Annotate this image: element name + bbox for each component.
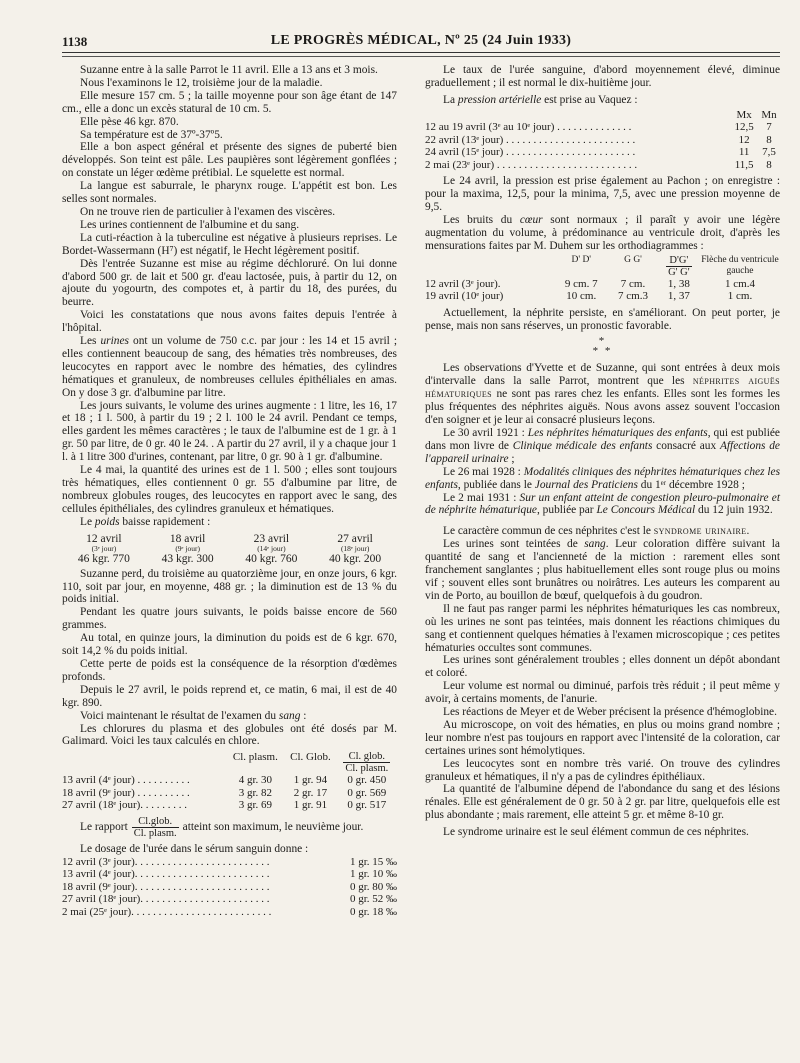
weight-cell: 23 avril (14ᵉ jour) 40 kgr. 760: [245, 532, 298, 565]
col-header: Cl. Glob.: [290, 751, 331, 764]
paragraph: Pendant les quatre jours suivants, le poids baisse encore de 560 grammes.: [62, 606, 397, 632]
page-header: [62, 32, 780, 54]
paragraph: Le 24 avril, la pression est prise également au Pachon ; on enregistre : pour la maxima, 12,5, pour la minima, 7,5, avec une pression moyenne de 9,5.: [425, 175, 780, 214]
page-number: 1138: [62, 34, 88, 49]
paragraph: Le 2 mai 1931 : Sur un enfant atteint de congestion pleuro-pulmonaire et de néphrite hématurique, publiée par Le Concours Médical du 12 juin 1932.: [425, 491, 780, 517]
paragraph: La langue est saburrale, le pharynx rouge. L'appétit est bon. Les selles sont normales.: [62, 180, 397, 206]
paragraph: Les urines contiennent de l'albumine et du sang.: [80, 218, 300, 231]
ratio-sentence: Le rapport $\frac{\text{Cl.glob.}}{\text{Cl. plasm.}}$ atteint son maximum, le neuvième jour.: [80, 815, 364, 839]
table-row: 27 avril (18ᵉ jour). . . . . . . . . . . . . . . . . . . . . . . . 0 gr. 52 ‰: [62, 893, 397, 906]
paragraph: Leur volume est normal ou diminué, parfois très réduit ; il peut même y avoir, à certains moments, de l'anurie.: [425, 680, 780, 706]
paragraph: Cette perte de poids est la conséquence de la résorption d'œdèmes profonds.: [62, 657, 397, 683]
paragraph: Les réactions de Meyer et de Weber précisent la présence d'hémoglobine.: [443, 706, 777, 719]
table-row: 27 avril (18ᵉ jour). . . . . . . . . 3 gr. 69 1 gr. 91 0 gr. 517: [62, 799, 387, 812]
paragraph: Actuellement, la néphrite persiste, en s'améliorant. On peut porter, je pense, mais non sans réserves, un pronostic favorable.: [425, 306, 780, 332]
weight-cell: 18 avril (9ᵉ jour) 43 kgr. 300: [161, 532, 214, 565]
header-rule: [62, 52, 780, 53]
paragraph: Au microscope, on voit des hématies, en plus ou moins grand nombre ; leur nombre n'est pas toujours en rapport avec l'intensité de la coloration, car certaines urines sont hémolytiques.: [425, 718, 780, 757]
paragraph: La cuti-réaction à la tuberculine est négative à plusieurs reprises. Le Bordet-Wassermann (H⁷) est négatif, le Hecht légèrement positif.: [62, 231, 397, 257]
paragraph: Le caractère commun de ces néphrites c'est le syndrome urinaire.: [443, 525, 750, 538]
paragraph: Les urines sont teintées de sang. Leur coloration diffère suivant la quantité de sang et l'ancienneté de la miction : rarement elles sont franchement sanglantes ; plus habituellement elles sont rouge plus ou moins vif ; souvent elles sont brunâtres ou noirâtres. Les auteurs les comparent au vin de Porto, au bouillon de bœuf, quelquefois à du goudron.: [425, 538, 780, 602]
paragraph: Le 26 mai 1928 : Modalités cliniques des néphrites hématuriques chez les enfants, publiée dans le Journal des Praticiens du 1ᵉʳ décembre 1928 ;: [425, 465, 781, 491]
paragraph: Elle a bon aspect général et présente des signes de puberté bien développés. Son teint est pâle. Les paupières sont légèrement gonflées ; on constate un léger œdème prétibial. Le squelette est normal.: [62, 141, 397, 180]
col-header: Mn: [761, 108, 777, 121]
table-row: 18 avril (9ᵉ jour). . . . . . . . . . . . . . . . . . . . . . . . . 0 gr. 80 ‰: [62, 880, 397, 893]
paragraph: Les jours suivants, le volume des urines augmente : 1 litre, les 16, 17 et 18 ; 1 l. 500, à partir du 19 ; 2 l. 100 le 24 avril. Pendant ce temps, elles gardent les mêmes caractères ; le taux de l'albumine est de 1 gr. à 1 gr. 50 par litre, de 0 gr. 40 le 24. . A partir du 27 avril, il y a chaque jour 1 l. à 1 litre 300 d'urines, contenant, par litre, 0 gr. 90 à 1 gr. d'albumine.: [62, 399, 397, 464]
paragraph: Sa température est de 37º-37º5.: [80, 128, 223, 141]
chloride-table: [62, 751, 397, 812]
table-row: 18 avril (9ᵉ jour) . . . . . . . . . . 3 gr. 82 2 gr. 17 0 gr. 569: [62, 786, 387, 799]
left-column: [62, 64, 397, 918]
paragraph: Les urines sont généralement troubles ; elles donnent un dépôt abondant et coloré.: [425, 654, 780, 680]
table-row: 12 avril (3ᵉ jour). 9 cm. 7 7 cm. 1, 38 1 cm.4: [425, 277, 755, 290]
paragraph: Suzanne perd, du troisième au quatorzième jour, en onze jours, 6 kgr. 110, soit par jour, en moyenne, 488 gr. ; la diminution est de 13 % du poids initial.: [62, 567, 397, 606]
col-header: Cl. plasm.: [232, 751, 278, 764]
col-header: Flèche du ventricule gauche: [701, 254, 779, 276]
pressure-table: [425, 109, 780, 172]
paragraph: Au total, en quinze jours, la diminution du poids est de 6 kgr. 670, soit 14,2 % du poids initial.: [62, 632, 397, 658]
paragraph: Le poids baisse rapidement :: [80, 515, 211, 528]
paragraph: Il ne faut pas ranger parmi les néphrites hématuriques les cas nombreux, où les urines ne sont pas teintées, mais donnent les réactions chimiques du sang et contiennent quelques hématies à l'examen microscopique ; ces petites hématuries occultes sont communes.: [425, 602, 780, 654]
table-row: 12 avril (3ᵉ jour). . . . . . . . . . . . . . . . . . . . . . . . . 1 gr. 15 ‰: [62, 855, 397, 868]
col-header: D' D': [571, 254, 592, 265]
table-row: 12 au 19 avril (3ᵉ au 10ᵉ jour) . . . . . . . . . . . . . . 12,5 7: [425, 121, 772, 134]
section-separator: * * *: [592, 335, 613, 358]
paragraph: On ne trouve rien de particulier à l'examen des viscères.: [80, 205, 336, 218]
table-row: 13 avril (4ᵉ jour) . . . . . . . . . . 4 gr. 30 1 gr. 94 0 gr. 450: [62, 774, 387, 787]
urea-table: [62, 856, 397, 919]
running-title: LE PROGRÈS MÉDICAL, Nº 25 (24 Juin 1933): [270, 33, 572, 48]
col-header-fraction: $\frac{\text{Cl. glob.}}{\text{Cl. plasm.}}$: [345, 751, 389, 775]
col-header-fraction: $\frac{D'G'}{G' G'}$: [668, 254, 690, 278]
paragraph: Voici maintenant le résultat de l'examen du sang :: [80, 709, 307, 722]
paragraph: La pression artérielle est prise au Vaquez :: [443, 93, 638, 106]
table-row: 24 avril (15ᵉ jour) . . . . . . . . . . . . . . . . . . . . . . . . 11 7,5: [425, 146, 776, 159]
paragraph: Depuis le 27 avril, le poids reprend et, ce matin, 6 mai, il est de 40 kgr. 890.: [62, 683, 397, 709]
table-row: 2 mai (25ᵉ jour). . . . . . . . . . . . . . . . . . . . . . . . . . 0 gr. 18 ‰: [62, 905, 397, 918]
paragraph: Les urines ont un volume de 750 c.c. par jour : les 14 et 15 avril ; elles contiennent beaucoup de sang, des hématies très nombreuses, des leucocytes en rapport avec le nombre des hématies, des cylindres hématiques et granuleux, de nombreuses cellules épithéliales en amas. On y dose 3 gr. d'albumine par litre.: [62, 335, 397, 399]
paragraph: Le 30 avril 1921 : Les néphrites hématuriques des enfants, qui est publiée dans mon livre de Clinique médicale des enfants consacré aux Affections de l'appareil urinaire ;: [425, 427, 780, 465]
paragraph: Les observations d'Yvette et de Suzanne, qui sont entrées à deux mois d'intervalle dans la salle Parrot, montrent que les néphrites aiguës hématuriques ne sont pas rares chez les enfants. Elles sont les formes les plus fréquentes des néphrites aiguës. Nous avons assez souvent l'occasion d'en soigner et je leur ai consacré plusieurs leçons.: [425, 362, 780, 427]
table-row: 2 mai (23ᵉ jour) . . . . . . . . . . . . . . . . . . . . . . . . . . 11,5 8: [425, 158, 772, 171]
weight-cell: 12 avril (3ᵉ jour) 46 kgr. 770: [77, 532, 130, 565]
table-row: 19 avril (10ᵉ jour) 10 cm. 7 cm.3 1, 37 1 cm.: [425, 290, 753, 303]
paragraph: Elle pèse 46 kgr. 870.: [80, 115, 179, 128]
paragraph: Elle mesure 157 cm. 5 ; la taille moyenne pour son âge étant de 147 cm., elle a donc un excès statural de 10 cm. 5.: [62, 89, 397, 115]
paragraph: Voici les constatations que nous avons faites depuis l'entrée à l'hôpital.: [62, 309, 397, 335]
weight-table: [62, 533, 397, 566]
paragraph: Suzanne entre à la salle Parrot le 11 avril. Elle a 13 ans et 3 mois.: [80, 64, 378, 76]
paragraph: Les leucocytes sont en nombre très varié. On trouve des cylindres granuleux et hématiques, il n'y a pas de cylindres épithéliaux.: [425, 757, 780, 783]
orthodiagram-table: [425, 255, 780, 303]
table-row: 13 avril (4ᵉ jour). . . . . . . . . . . . . . . . . . . . . . . . . 1 gr. 10 ‰: [62, 868, 397, 881]
paragraph: Les bruits du cœur sont normaux ; il paraît y avoir une légère augmentation du volume, à prédominance au ventricule droit, d'après les mensurations faites par M. Duhem sur les orthodiagrammes :: [425, 213, 780, 252]
right-column: [425, 64, 780, 839]
paragraph: Nous l'examinons le 12, troisième jour de la maladie.: [80, 76, 323, 89]
paragraph: Le syndrome urinaire est le seul élément commun de ces néphrites.: [443, 826, 749, 839]
table-row: 22 avril (13ᵉ jour) . . . . . . . . . . . . . . . . . . . . . . . . 12 8: [425, 133, 772, 146]
weight-cell: 27 avril (18ᵉ jour) 40 kgr. 200: [329, 532, 382, 565]
col-header: Mx: [736, 108, 752, 121]
col-header: G G': [624, 254, 642, 265]
paragraph: Les chlorures du plasma et des globules ont été dosés par M. Galimard. Voici les taux calculés en chlore.: [62, 722, 397, 748]
paragraph: Le dosage de l'urée dans le sérum sanguin donne :: [80, 842, 309, 855]
paragraph: Le 4 mai, la quantité des urines est de 1 l. 500 ; elles sont toujours très hématiques, elles contiennent 0 gr. 55 d'albumine par litre, de nombreux globules rouges, des leucocytes en rapport avec le sang, des cellules épithéliales, des cylindres granuleux et hématiques.: [62, 464, 397, 515]
header-rule-thin: [62, 56, 780, 57]
paragraph: Le taux de l'urée sanguine, d'abord moyennement élevé, diminue graduellement ; il est normal le dix-huitième jour.: [425, 64, 780, 89]
paragraph: La quantité de l'albumine dépend de l'abondance du sang et des lésions rénales. Elle est généralement de 0 gr. 50 à 2 gr. par litre, quelquefois elle est plus abondante ; mais rarement, elle atteint 5 gr. et même 8-10 gr.: [425, 783, 780, 822]
paragraph: Dès l'entrée Suzanne est mise au régime déchloruré. On lui donne d'abord 500 gr. de lait et 500 gr. d'eau lactosée, puis, à partir du 12, on ajoute du yogourtn, des compotes et, à partir du 18, des purées, du beurre.: [62, 257, 397, 309]
